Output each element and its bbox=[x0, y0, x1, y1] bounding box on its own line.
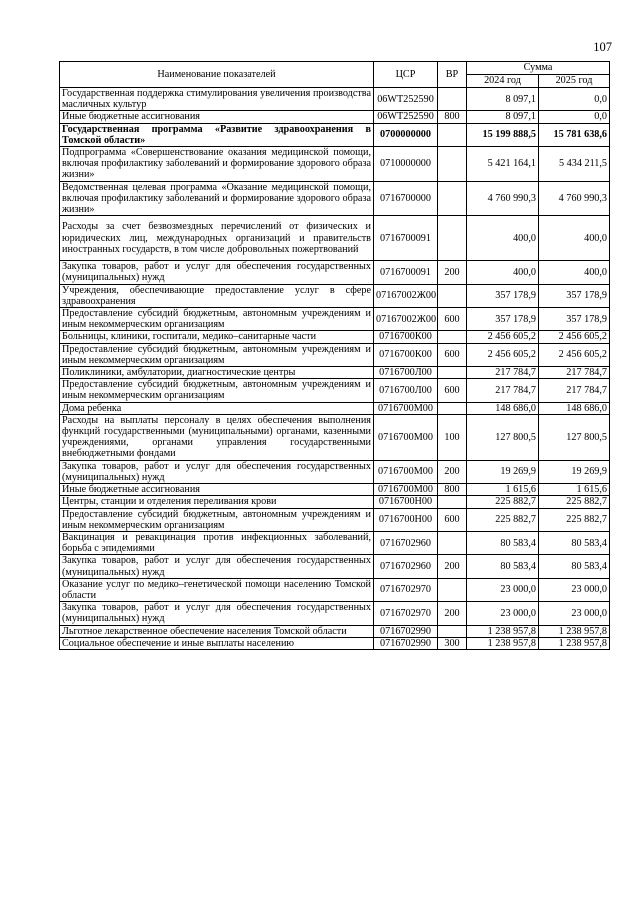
row-vr bbox=[438, 496, 467, 508]
row-sum-2025: 1 615,6 bbox=[539, 484, 610, 496]
row-csr: 0716700Н00 bbox=[374, 496, 438, 508]
table-row bbox=[60, 216, 610, 261]
row-sum-2024: 357 178,9 bbox=[467, 308, 539, 331]
row-name: Государственная программа «Развитие здравоохранения в Томской области» bbox=[60, 123, 374, 146]
row-csr: 0716700091 bbox=[374, 216, 438, 261]
row-sum-2024: 1 615,6 bbox=[467, 484, 539, 496]
row-vr bbox=[438, 284, 467, 307]
row-sum-2025: 0,0 bbox=[539, 88, 610, 111]
table-row bbox=[60, 414, 610, 460]
page-number: 107 bbox=[593, 40, 612, 54]
row-sum-2024: 1 238 957,8 bbox=[467, 637, 539, 649]
table-row bbox=[60, 343, 610, 366]
row-sum-2024: 2 456 605,2 bbox=[467, 331, 539, 343]
row-name: Закупка товаров, работ и услуг для обеспечения государственных (муниципальных) нужд bbox=[60, 555, 374, 578]
row-sum-2024: 5 421 164,1 bbox=[467, 147, 539, 182]
row-vr bbox=[438, 578, 467, 601]
row-csr: 0710000000 bbox=[374, 147, 438, 182]
row-csr: 0716702970 bbox=[374, 602, 438, 625]
row-vr bbox=[438, 181, 467, 216]
row-name: Льготное лекарственное обеспечение населения Томской области bbox=[60, 625, 374, 637]
row-sum-2025: 5 434 211,5 bbox=[539, 147, 610, 182]
table-row bbox=[60, 625, 610, 637]
row-sum-2025: 23 000,0 bbox=[539, 602, 610, 625]
row-name: Вакцинация и ревакцинация против инфекционных заболеваний, борьба с эпидемиями bbox=[60, 531, 374, 554]
row-sum-2024: 225 882,7 bbox=[467, 508, 539, 531]
row-csr: 0716700Л00 bbox=[374, 367, 438, 379]
row-sum-2025: 217 784,7 bbox=[539, 367, 610, 379]
row-name: Расходы на выплаты персоналу в целях обеспечения выполнения функций государственными (муниципальными) органами, казенными учреждениями, органами управления государственными внебюджетными фондами bbox=[60, 414, 374, 460]
table-row bbox=[60, 496, 610, 508]
row-vr bbox=[438, 531, 467, 554]
row-vr: 200 bbox=[438, 460, 467, 483]
row-sum-2025: 23 000,0 bbox=[539, 578, 610, 601]
row-name: Закупка товаров, работ и услуг для обеспечения государственных (муниципальных) нужд bbox=[60, 602, 374, 625]
row-sum-2024: 400,0 bbox=[467, 216, 539, 261]
row-sum-2025: 2 456 605,2 bbox=[539, 331, 610, 343]
table-row bbox=[60, 331, 610, 343]
header-year-2024: 2024 год bbox=[467, 75, 539, 88]
row-vr bbox=[438, 147, 467, 182]
row-name: Расходы за счет безвозмездных перечислений от физических и юридических лиц, международных организаций и правительств иностранных государств, в том числе добровольных пожертвований bbox=[60, 216, 374, 261]
row-csr: 0716700000 bbox=[374, 181, 438, 216]
row-csr: 06WT252590 bbox=[374, 111, 438, 123]
table-row bbox=[60, 367, 610, 379]
row-csr: 0700000000 bbox=[374, 123, 438, 146]
row-sum-2024: 19 269,9 bbox=[467, 460, 539, 483]
row-sum-2025: 357 178,9 bbox=[539, 284, 610, 307]
table-row bbox=[60, 484, 610, 496]
row-csr: 0716700091 bbox=[374, 261, 438, 284]
row-csr: 0716700М00 bbox=[374, 460, 438, 483]
row-csr: 0716700К00 bbox=[374, 343, 438, 366]
table-row bbox=[60, 402, 610, 414]
row-sum-2025: 0,0 bbox=[539, 111, 610, 123]
row-vr: 100 bbox=[438, 414, 467, 460]
table-row bbox=[60, 88, 610, 111]
row-name: Центры, станции и отделения переливания крови bbox=[60, 496, 374, 508]
row-vr bbox=[438, 123, 467, 146]
row-name: Ведомственная целевая программа «Оказание медицинской помощи, включая профилактику заболеваний и формирование здорового образа жизни» bbox=[60, 181, 374, 216]
row-vr bbox=[438, 331, 467, 343]
row-sum-2025: 80 583,4 bbox=[539, 555, 610, 578]
table-row bbox=[60, 379, 610, 402]
row-sum-2024: 80 583,4 bbox=[467, 531, 539, 554]
row-vr: 600 bbox=[438, 379, 467, 402]
table-row bbox=[60, 578, 610, 601]
row-name: Предоставление субсидий бюджетным, автономным учреждениям и иным некоммерческим организациям bbox=[60, 379, 374, 402]
header-name: Наименование показателей bbox=[60, 62, 374, 88]
row-sum-2025: 400,0 bbox=[539, 216, 610, 261]
table-row bbox=[60, 147, 610, 182]
row-sum-2024: 217 784,7 bbox=[467, 367, 539, 379]
table-row bbox=[60, 508, 610, 531]
row-csr: 0716700Л00 bbox=[374, 379, 438, 402]
row-vr: 600 bbox=[438, 343, 467, 366]
row-vr bbox=[438, 88, 467, 111]
row-csr: 0716700М00 bbox=[374, 402, 438, 414]
table-row bbox=[60, 555, 610, 578]
row-sum-2024: 8 097,1 bbox=[467, 111, 539, 123]
row-sum-2025: 15 781 638,6 bbox=[539, 123, 610, 146]
row-csr: 06WT252590 bbox=[374, 88, 438, 111]
row-sum-2024: 80 583,4 bbox=[467, 555, 539, 578]
row-sum-2025: 1 238 957,8 bbox=[539, 625, 610, 637]
table-body bbox=[60, 88, 610, 650]
row-sum-2024: 23 000,0 bbox=[467, 578, 539, 601]
row-csr: 0716702960 bbox=[374, 531, 438, 554]
row-name: Закупка товаров, работ и услуг для обеспечения государственных (муниципальных) нужд bbox=[60, 261, 374, 284]
row-sum-2024: 2 456 605,2 bbox=[467, 343, 539, 366]
row-sum-2024: 1 238 957,8 bbox=[467, 625, 539, 637]
row-name: Социальное обеспечение и иные выплаты населению bbox=[60, 637, 374, 649]
row-name: Предоставление субсидий бюджетным, автономным учреждениям и иным некоммерческим организациям bbox=[60, 308, 374, 331]
row-sum-2024: 15 199 888,5 bbox=[467, 123, 539, 146]
table-row bbox=[60, 284, 610, 307]
row-sum-2025: 4 760 990,3 bbox=[539, 181, 610, 216]
budget-table bbox=[59, 61, 610, 650]
row-csr: 0716702990 bbox=[374, 637, 438, 649]
row-csr: 0716702990 bbox=[374, 625, 438, 637]
row-csr: 0716702960 bbox=[374, 555, 438, 578]
row-name: Предоставление субсидий бюджетным, автономным учреждениям и иным некоммерческим организациям bbox=[60, 508, 374, 531]
row-sum-2025: 400,0 bbox=[539, 261, 610, 284]
row-sum-2025: 2 456 605,2 bbox=[539, 343, 610, 366]
table-row bbox=[60, 181, 610, 216]
row-csr: 0716700М00 bbox=[374, 484, 438, 496]
row-vr: 800 bbox=[438, 484, 467, 496]
header-sum: Сумма bbox=[467, 62, 610, 75]
table-row bbox=[60, 111, 610, 123]
table-row bbox=[60, 308, 610, 331]
row-sum-2024: 23 000,0 bbox=[467, 602, 539, 625]
table-row bbox=[60, 123, 610, 146]
row-name: Поликлиники, амбулатории, диагностические центры bbox=[60, 367, 374, 379]
row-sum-2024: 4 760 990,3 bbox=[467, 181, 539, 216]
row-name: Дома ребенка bbox=[60, 402, 374, 414]
row-sum-2024: 357 178,9 bbox=[467, 284, 539, 307]
row-name: Иные бюджетные ассигнования bbox=[60, 111, 374, 123]
row-sum-2025: 80 583,4 bbox=[539, 531, 610, 554]
row-name: Закупка товаров, работ и услуг для обеспечения государственных (муниципальных) нужд bbox=[60, 460, 374, 483]
row-csr: 0716702970 bbox=[374, 578, 438, 601]
row-sum-2025: 225 882,7 bbox=[539, 508, 610, 531]
row-name: Иные бюджетные ассигнования bbox=[60, 484, 374, 496]
row-vr: 200 bbox=[438, 602, 467, 625]
table-row bbox=[60, 261, 610, 284]
row-csr: 0716700Н00 bbox=[374, 508, 438, 531]
row-csr: 0716700К00 bbox=[374, 331, 438, 343]
row-vr: 800 bbox=[438, 111, 467, 123]
header-year-2025: 2025 год bbox=[539, 75, 610, 88]
row-vr: 200 bbox=[438, 261, 467, 284]
row-vr bbox=[438, 402, 467, 414]
table-row bbox=[60, 637, 610, 649]
header-csr: ЦСР bbox=[374, 62, 438, 88]
row-sum-2025: 357 178,9 bbox=[539, 308, 610, 331]
row-sum-2025: 1 238 957,8 bbox=[539, 637, 610, 649]
row-sum-2025: 225 882,7 bbox=[539, 496, 610, 508]
row-sum-2024: 127 800,5 bbox=[467, 414, 539, 460]
row-vr: 200 bbox=[438, 555, 467, 578]
row-vr bbox=[438, 367, 467, 379]
row-name: Учреждения, обеспечивающие предоставление услуг в сфере здравоохранения bbox=[60, 284, 374, 307]
header-vr: ВР bbox=[438, 62, 467, 88]
row-csr: 07167002Ж00 bbox=[374, 284, 438, 307]
row-sum-2025: 217 784,7 bbox=[539, 379, 610, 402]
row-vr bbox=[438, 216, 467, 261]
row-sum-2024: 148 686,0 bbox=[467, 402, 539, 414]
row-sum-2025: 148 686,0 bbox=[539, 402, 610, 414]
row-vr bbox=[438, 625, 467, 637]
row-vr: 600 bbox=[438, 308, 467, 331]
row-sum-2024: 400,0 bbox=[467, 261, 539, 284]
row-vr: 600 bbox=[438, 508, 467, 531]
row-name: Оказание услуг по медико–генетической помощи населению Томской области bbox=[60, 578, 374, 601]
row-sum-2024: 217 784,7 bbox=[467, 379, 539, 402]
table-row bbox=[60, 531, 610, 554]
row-name: Государственная поддержка стимулирования увеличения производства масличных культур bbox=[60, 88, 374, 111]
row-sum-2024: 8 097,1 bbox=[467, 88, 539, 111]
table-row bbox=[60, 602, 610, 625]
row-csr: 07167002Ж00 bbox=[374, 308, 438, 331]
row-name: Больницы, клиники, госпитали, медико–санитарные части bbox=[60, 331, 374, 343]
row-sum-2025: 127 800,5 bbox=[539, 414, 610, 460]
row-name: Предоставление субсидий бюджетным, автономным учреждениям и иным некоммерческим организациям bbox=[60, 343, 374, 366]
row-sum-2025: 19 269,9 bbox=[539, 460, 610, 483]
row-csr: 0716700М00 bbox=[374, 414, 438, 460]
table-row bbox=[60, 460, 610, 483]
row-name: Подпрограмма «Совершенствование оказания медицинской помощи, включая профилактику заболеваний и формирование здорового образа жизни» bbox=[60, 147, 374, 182]
row-vr: 300 bbox=[438, 637, 467, 649]
row-sum-2024: 225 882,7 bbox=[467, 496, 539, 508]
